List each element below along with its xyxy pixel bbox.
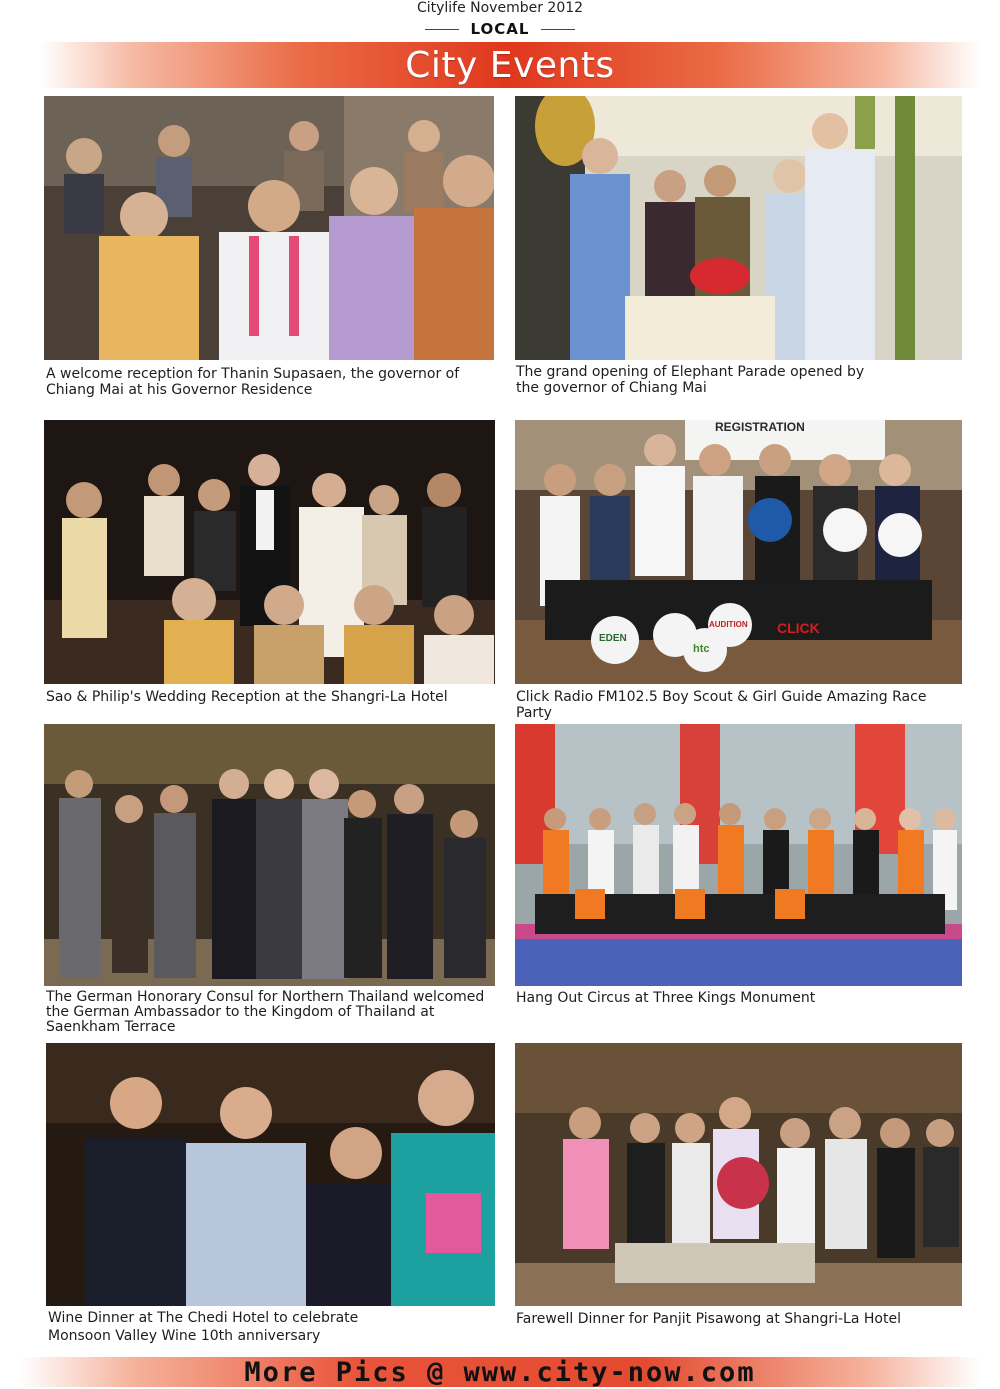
photo-wine-dinner [46, 1043, 495, 1306]
click-sign-text: CLICK [777, 620, 820, 636]
caption-governor-reception: A welcome reception for Thanin Supasaen, the governor of Chiang Mai at his Governor Residence [46, 366, 460, 398]
section-label: LOCAL [470, 20, 530, 38]
registration-banner-text: REGISTRATION [715, 420, 805, 434]
page-title: City Events [405, 44, 615, 86]
issue-line: Citylife November 2012 [416, 0, 584, 16]
caption-elephant-parade: The grand opening of Elephant Parade opened by the governor of Chiang Mai [516, 364, 865, 396]
caption-farewell-dinner: Farewell Dinner for Panjit Pisawong at Shangri-La Hotel [516, 1311, 901, 1327]
section-heading [0, 19, 1000, 39]
caption-wedding-reception: Sao & Philip's Wedding Reception at the Shangri-La Hotel [46, 689, 448, 705]
photo-click-radio-party [515, 420, 962, 684]
title-banner [40, 42, 980, 88]
photo-governor-reception [44, 96, 494, 360]
photo-elephant-parade [515, 96, 962, 360]
caption-hang-out-circus: Hang Out Circus at Three Kings Monument [516, 990, 816, 1006]
photo-farewell-dinner [515, 1043, 962, 1306]
caption-click-radio-party: Click Radio FM102.5 Boy Scout & Girl Guide Amazing Race Party [516, 689, 927, 721]
photo-german-consul [44, 724, 495, 986]
footer-link-text[interactable]: More Pics @ www.city-now.com [244, 1356, 756, 1388]
photo-wedding-reception [44, 420, 495, 684]
section-rule-left [425, 29, 459, 30]
htc-sign-text: htc [693, 643, 710, 655]
photo-hang-out-circus [515, 724, 962, 986]
caption-wine-dinner: Wine Dinner at The Chedi Hotel to celebrate Monsoon Valley Wine 10th anniversary [48, 1310, 359, 1344]
section-rule-right [541, 29, 575, 30]
audition-sign-text: AUDITION [709, 620, 748, 629]
footer-bar [20, 1357, 980, 1387]
eden-sign-text: EDEN [599, 633, 627, 644]
caption-german-consul: The German Honorary Consul for Northern Thailand welcomed the German Ambassador to the Kingdom of Thailand at Saenkham Terrace [46, 989, 485, 1035]
